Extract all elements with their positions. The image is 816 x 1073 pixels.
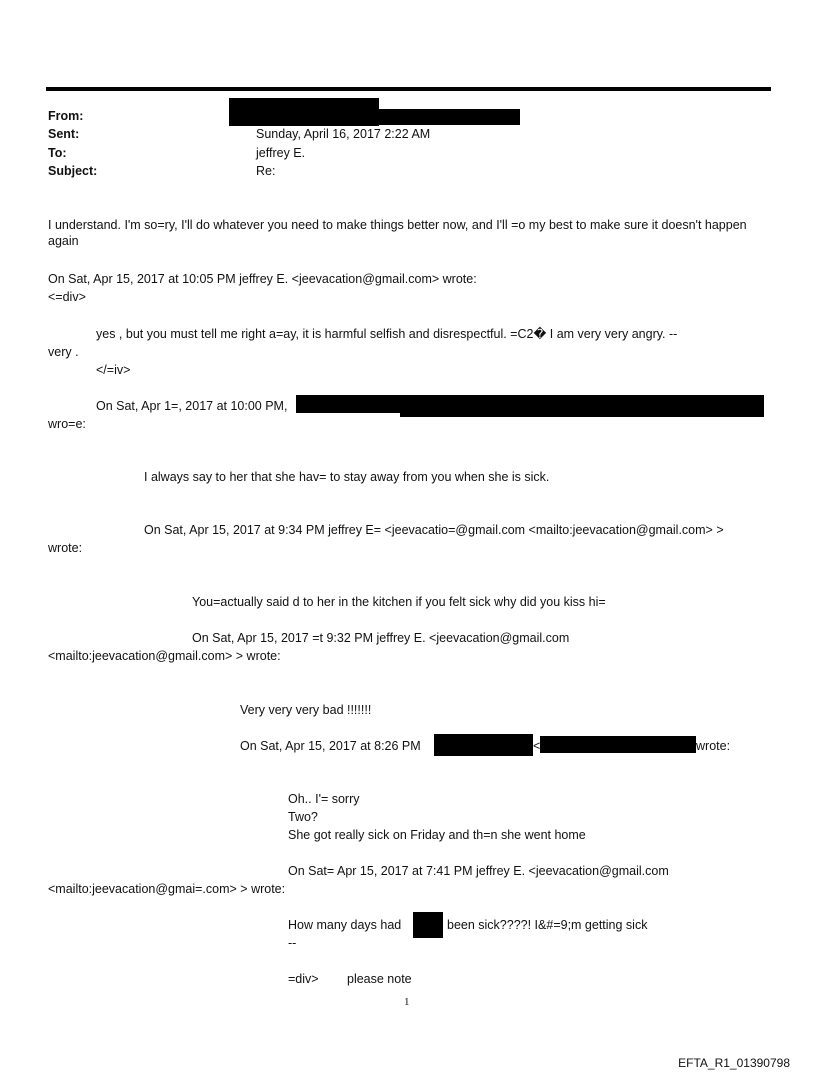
quote4-text: Very very very bad !!!!!!!: [240, 703, 372, 717]
quote6-dash: --: [288, 936, 297, 950]
quote3-text: You=actually said d to her in the kitchen if you felt sick why did you kiss hi=: [192, 595, 606, 609]
quote1-enddiv: </=iv>: [96, 363, 131, 377]
quote6-note: please note: [347, 972, 412, 986]
redaction-quote5-1: [434, 734, 533, 756]
quote6-text-b: been sick????! I&#=9;m getting sick: [447, 918, 648, 932]
quote6-header-cont: <mailto:jeevacation@gmai=.com> > wrote:: [48, 882, 286, 896]
quote3-header-cont: wrote:: [48, 541, 83, 555]
subject-label: Subject:: [48, 164, 98, 178]
quote2-header-cont: wro=e:: [48, 417, 86, 431]
quote6-div: =div>: [288, 972, 319, 986]
redaction-quote2-1: [296, 395, 400, 413]
redaction-quote6: [413, 912, 443, 938]
quote4-header: On Sat, Apr 15, 2017 =t 9:32 PM jeffrey E. <jeevacation@gmail.com: [192, 631, 570, 645]
quote2-text: I always say to her that she hav= to stay away from you when she is sick.: [144, 470, 550, 484]
body-paragraph-1: I understand. I'm so=ry, I'll do whatever you need to make things better now, and I'll =o my best to make sure it doesn't happen again: [48, 218, 747, 248]
to-value: jeffrey E.: [256, 146, 306, 160]
quote5-line2: Two?: [288, 810, 318, 824]
sent-value: Sunday, April 16, 2017 2:22 AM: [256, 127, 431, 141]
page-number: 1: [404, 996, 410, 1008]
footer-doc-id: EFTA_R1_01390798: [678, 1056, 790, 1070]
quote3-header: On Sat, Apr 15, 2017 at 9:34 PM jeffrey E= <jeevacatio=@gmail.com <mailto:jeevacation@gmail.com> >: [144, 523, 724, 537]
quote6-text-a: How many days had: [288, 918, 402, 932]
quote5-line3: She got really sick on Friday and th=n she went home: [288, 828, 586, 842]
redaction-quote5-2: [540, 736, 696, 753]
quote5-line1: Oh.. I'= sorry: [288, 792, 360, 806]
quote1-text: yes , but you must tell me right a=ay, it is harmful selfish and disrespectful. =C2� I am very very angry. --: [96, 327, 678, 341]
sent-label: Sent:: [48, 127, 80, 141]
redaction-quote2-2: [400, 395, 764, 417]
quote6-header: On Sat= Apr 15, 2017 at 7:41 PM jeffrey E. <jeevacation@gmail.com: [288, 864, 669, 878]
quote5-header: On Sat, Apr 15, 2017 at 8:26 PM: [240, 739, 421, 753]
redaction-from-2: [229, 109, 520, 125]
to-label: To:: [48, 146, 67, 160]
quote4-header-cont: <mailto:jeevacation@gmail.com> > wrote:: [48, 649, 281, 663]
quote5-lt: <: [533, 739, 541, 753]
quote1-header: On Sat, Apr 15, 2017 at 10:05 PM jeffrey E. <jeevacation@gmail.com> wrote:: [48, 272, 477, 286]
subject-value: Re:: [256, 164, 276, 178]
quote1-div: <=div>: [48, 290, 86, 304]
from-label: From:: [48, 109, 84, 123]
quote2-header: On Sat, Apr 1=, 2017 at 10:00 PM,: [96, 399, 288, 413]
header-rule: [46, 87, 771, 91]
quote1-text-cont: very .: [48, 345, 79, 359]
quote5-wrote: wrote:: [696, 739, 731, 753]
